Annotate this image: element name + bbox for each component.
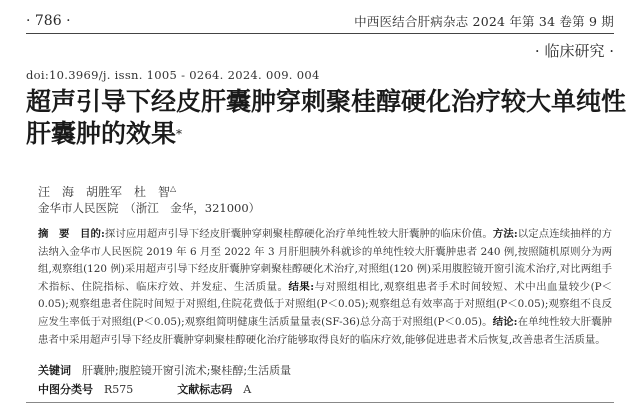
clc-value: R575 [104, 383, 134, 396]
objective-label: 目的: [79, 228, 105, 240]
abstract [38, 226, 612, 349]
running-header [26, 12, 614, 30]
methods-label: 方法: [492, 228, 518, 240]
keywords-value: 肝囊肿;腹腔镜开窗引流术;聚桂醇;生活质量 [82, 364, 292, 377]
doi: doi:10.3969/j. issn. 1005 - 0264. 2024. 009. 004 [26, 68, 320, 82]
title-line-2-text: 肝囊肿的效果 [26, 119, 177, 148]
corresponding-author-marker: △ [170, 184, 177, 193]
header-rule [26, 33, 614, 34]
clc-label: 中图分类号 [38, 383, 93, 396]
author-names: 汪 海 胡胜军 杜 智 [38, 185, 171, 199]
methods-text: 以定点连续抽样的方法纳入金华市人民医院 2019 年 6 月至 2022 年 3 月肝胆胰外科就诊的单纯性较大肝囊肿患者 240 例,按照随机原则分为两组,观察组(120 例)采用超声引导下经皮肝囊肿穿刺聚桂醇硬化术治疗,对照组(120 例)采用腹腔镜开窗引流术治疗,对比两组手术指标、住院指标、临床疗效、并发症、生活质量。 [38, 228, 613, 293]
keywords-row [38, 362, 291, 378]
paper-title [26, 86, 626, 150]
objective-text: 探讨应用超声引导下经皮肝囊肿穿刺聚桂醇硬化治疗单纯性较大肝囊肿的临床价值。 [104, 228, 493, 240]
page-number: · 786 · [26, 13, 71, 29]
affiliation: 金华市人民医院 （浙江 金华，321000） [38, 201, 261, 215]
title-line-1: 超声引导下经皮肝囊肿穿刺聚桂醇硬化治疗较大单纯性 [26, 87, 627, 116]
authors [38, 183, 176, 200]
conclusion-text: 在单纯性较大肝囊肿患者中采用超声引导下经皮肝囊肿穿刺聚桂醇硬化治疗能够取得良好的临床疗效,能够促进患者术后恢复,改善患者生活质量。 [38, 315, 613, 346]
bottom-rule [26, 402, 614, 403]
results-label: 结果: [288, 280, 315, 293]
conclusion-label: 结论: [492, 315, 518, 328]
title-footnote-marker: * [176, 127, 183, 141]
title-line-2 [26, 118, 626, 150]
classification-row [38, 381, 251, 397]
results-text: 与对照组相比,观察组患者手术时间较短、术中出血量较少(P＜0.05);观察组患者住院时间短于对照组,住院花费低于对照组(P＜0.05);观察组总有效率高于对照组(P＜0.05);观察组不良反应发生率低于对照组(P＜0.05);观察组简明健康生活质量量表(SF-36)总分高于对照组(P＜0.05)。 [38, 280, 612, 328]
keywords-label: 关键词 [38, 364, 71, 377]
doc-code-value: A [243, 383, 252, 396]
doc-code-label: 文献标志码 [177, 383, 233, 396]
abstract-label: 摘 要 [38, 228, 70, 240]
journal-info: 中西医结合肝病杂志 2024 年第 34 卷第 9 期 [354, 14, 614, 29]
section-tag: · 临床研究 · [534, 42, 614, 60]
